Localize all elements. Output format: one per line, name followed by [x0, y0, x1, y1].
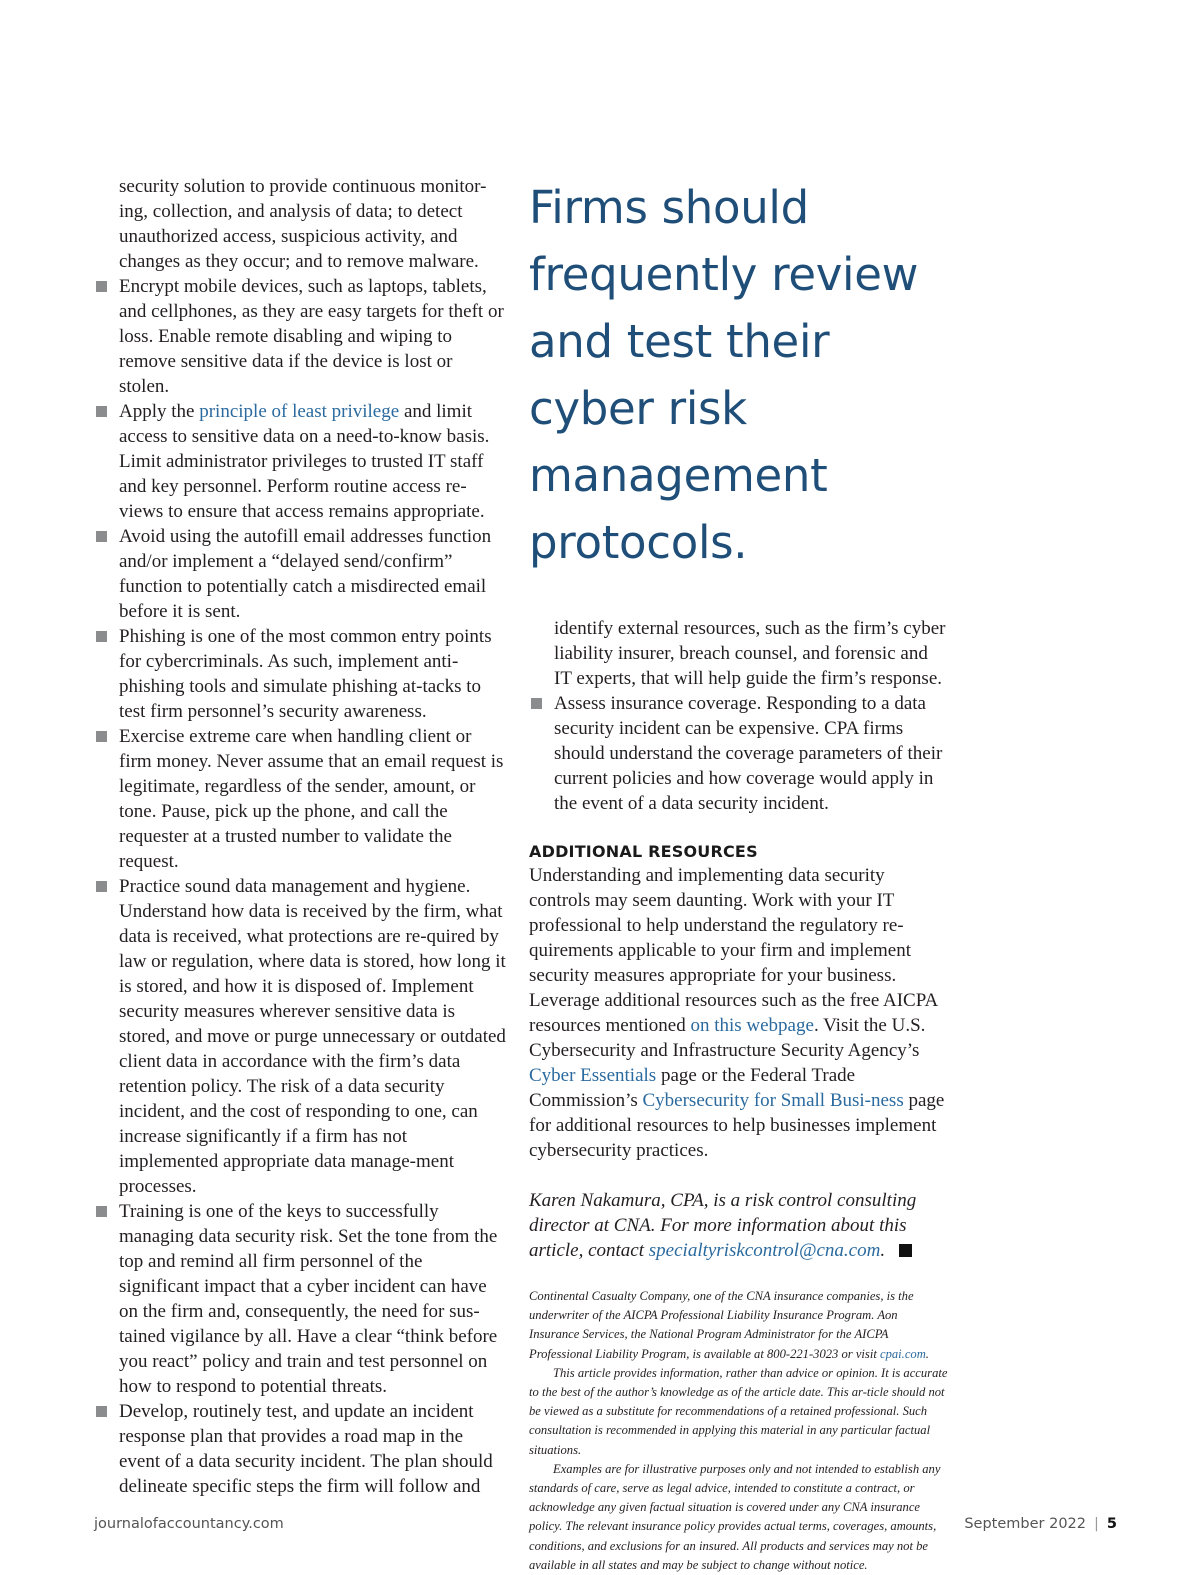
bullet-encrypt-devices	[94, 274, 506, 399]
bullet-training	[94, 1199, 506, 1399]
bullet-square-icon	[531, 698, 542, 709]
bullet-text: Assess insurance coverage. Responding to a data security incident can be expensive. CPA firms should understand the coverage parameters of their current policies and how coverage would apply in the event of a data security incident.	[554, 693, 943, 814]
footer-page-info	[964, 1516, 1117, 1532]
footer-date: September 2022	[964, 1516, 1087, 1532]
footer-separator: |	[1094, 1516, 1099, 1532]
aicpa-webpage-link[interactable]: on this webpage	[690, 1015, 814, 1036]
page-number: 5	[1106, 1516, 1117, 1532]
bullet-square-icon	[96, 731, 107, 742]
ftc-small-business-link[interactable]: Cybersecurity for Small Busi-ness	[642, 1090, 904, 1111]
resources-text: . Visit the U.S. Cybersecurity and Infrastructure Security Agency’s	[529, 1015, 926, 1061]
bullet-client-money	[94, 724, 506, 874]
bullet-text-pre: Apply the	[119, 401, 200, 422]
bullet-square-icon	[96, 881, 107, 892]
disclaimer-underwriter	[529, 1287, 949, 1364]
disclaimer-text: Continental Casualty Company, one of the CNA insurance companies, is the underwriter of the AICPA Professional Liability Insurance Program. Aon Insurance Services, the National Program Administrator for the AICPA Professional Liability Program, is available at 800-221-3023 or visit	[529, 1289, 914, 1361]
bullet-continuation: identify external resources, such as the firm’s cyber liability insurer, breach counsel, and forensic and IT experts, that will help guide the firm’s response.	[554, 618, 946, 689]
bullet-text: Practice sound data management and hygiene. Understand how data is received by the firm, what data is received, what protections are re-quired by law or regulation, where data is stored, how long it is stored, and how it is disposed of. Implement security measures wherever sensitive data is stored, and move or purge unnecessary or outdated client data in accordance with the firm’s data retention policy. The risk of a data security incident, and the cost of responding to one, can increase significantly if a firm has not implemented appropriate data manage-ment processes.	[119, 876, 506, 1197]
resources-text: Understanding and implementing data security controls may seem daunting. Work with your IT professional to help understand the regulatory re-quirements applicable to your firm and implement security measures appropriate for your business. Leverage additional resources such as the free AICPA resources mentioned	[529, 865, 938, 1036]
cyber-essentials-link[interactable]: Cyber Essentials	[529, 1065, 657, 1086]
bullet-square-icon	[96, 631, 107, 642]
bullet-square-icon	[96, 531, 107, 542]
bullet-least-privilege	[94, 399, 506, 524]
bullet-incident-plan	[94, 1399, 506, 1499]
resources-paragraph	[529, 863, 949, 1163]
bullet-insurance-coverage	[529, 691, 949, 816]
bullet-data-management	[94, 874, 506, 1199]
author-email-link[interactable]: specialtyriskcontrol@cna.com	[648, 1240, 881, 1261]
resources-text: page or the Federal Trade Commission’s	[529, 1065, 856, 1111]
cpai-link[interactable]: cpai.com	[879, 1346, 926, 1361]
bullet-text: Develop, routinely test, and update an incident response plan that provides a road map in the event of a data security incident. The plan should delineate specific steps the firm will follow and	[119, 1401, 493, 1497]
disclaimer-information: This article provides information, rather than advice or opinion. It is accurate to the best of the author’s knowledge as of the article date. This ar-ticle should not be viewed as a substitute for recommendations of a retained professional. Such consultation is recommended in applying this material in any particular factual situations.	[529, 1365, 948, 1457]
disclaimer	[529, 1287, 949, 1575]
disclaimer-text: .	[925, 1346, 929, 1361]
least-privilege-link[interactable]: principle of least privilege	[199, 401, 400, 422]
bio-text: Karen Nakamura, CPA, is a risk control consulting director at CNA. For more information about this article, contact	[529, 1190, 917, 1261]
bullet-text: Encrypt mobile devices, such as laptops, tablets, and cellphones, as they are easy targets for theft or loss. Enable remote disabling and wiping to remove sensitive data if the device is lost or stolen.	[119, 276, 504, 397]
bullet-text-post: and limit access to sensitive data on a need-to-know basis. Limit administrator privileges to trusted IT staff and key personnel. Perform routine access re-views to ensure that access remains appropriate.	[119, 401, 490, 522]
bullet-phishing	[94, 624, 506, 724]
pull-quote: Firms should frequently review and test their cyber risk management protocols.	[529, 181, 919, 569]
left-column	[94, 174, 506, 1499]
bullet-continuation: security solution to provide continuous monitor-ing, collection, and analysis of data; to detect unauthorized access, suspicious activity, and changes as they occur; and to remove malware.	[119, 176, 487, 272]
bullet-text: Training is one of the keys to successfully managing data security risk. Set the tone from the top and remind all firm personnel of the significant impact that a cyber incident can have on the firm and, consequently, the need for sus-tained vigilance by all. Have a clear “think before you react” policy and train and test personnel on how to respond to potential threats.	[119, 1201, 498, 1397]
bullet-square-icon	[96, 1406, 107, 1417]
bullet-square-icon	[96, 406, 107, 417]
right-column	[529, 174, 949, 1575]
author-bio	[529, 1188, 949, 1263]
bullet-square-icon	[96, 281, 107, 292]
bio-text: .	[880, 1240, 886, 1261]
disclaimer-examples: Examples are for illustrative purposes only and not intended to establish any standards of care, serve as legal advice, intended to constitute a contract, or acknowledge any given factual situation is covered under any CNA insurance policy. The relevant insurance policy provides actual terms, coverages, amounts, conditions, and exclusions for an insured. All products and services may not be available in all states and may be subject to change without notice.	[529, 1461, 941, 1572]
section-heading: ADDITIONAL RESOURCES	[529, 842, 758, 861]
footer-site[interactable]: journalofaccountancy.com	[94, 1516, 284, 1532]
bullet-autofill	[94, 524, 506, 624]
end-mark-icon	[899, 1244, 912, 1257]
resources-text: page for additional resources to help businesses implement cybersecurity practices.	[529, 1090, 945, 1161]
bullet-text: Exercise extreme care when handling client or firm money. Never assume that an email request is legitimate, regardless of the sender, amount, or tone. Pause, pick up the phone, and call the requester at a trusted number to validate the request.	[119, 726, 504, 872]
bullet-square-icon	[96, 1206, 107, 1217]
bullet-text: Phishing is one of the most common entry points for cybercriminals. As such, implement anti-phishing tools and simulate phishing at-tacks to test firm personnel’s security awareness.	[119, 626, 492, 722]
bullet-text: Avoid using the autofill email addresses function and/or implement a “delayed send/confirm” function to potentially catch a misdirected email before it is sent.	[119, 526, 492, 622]
